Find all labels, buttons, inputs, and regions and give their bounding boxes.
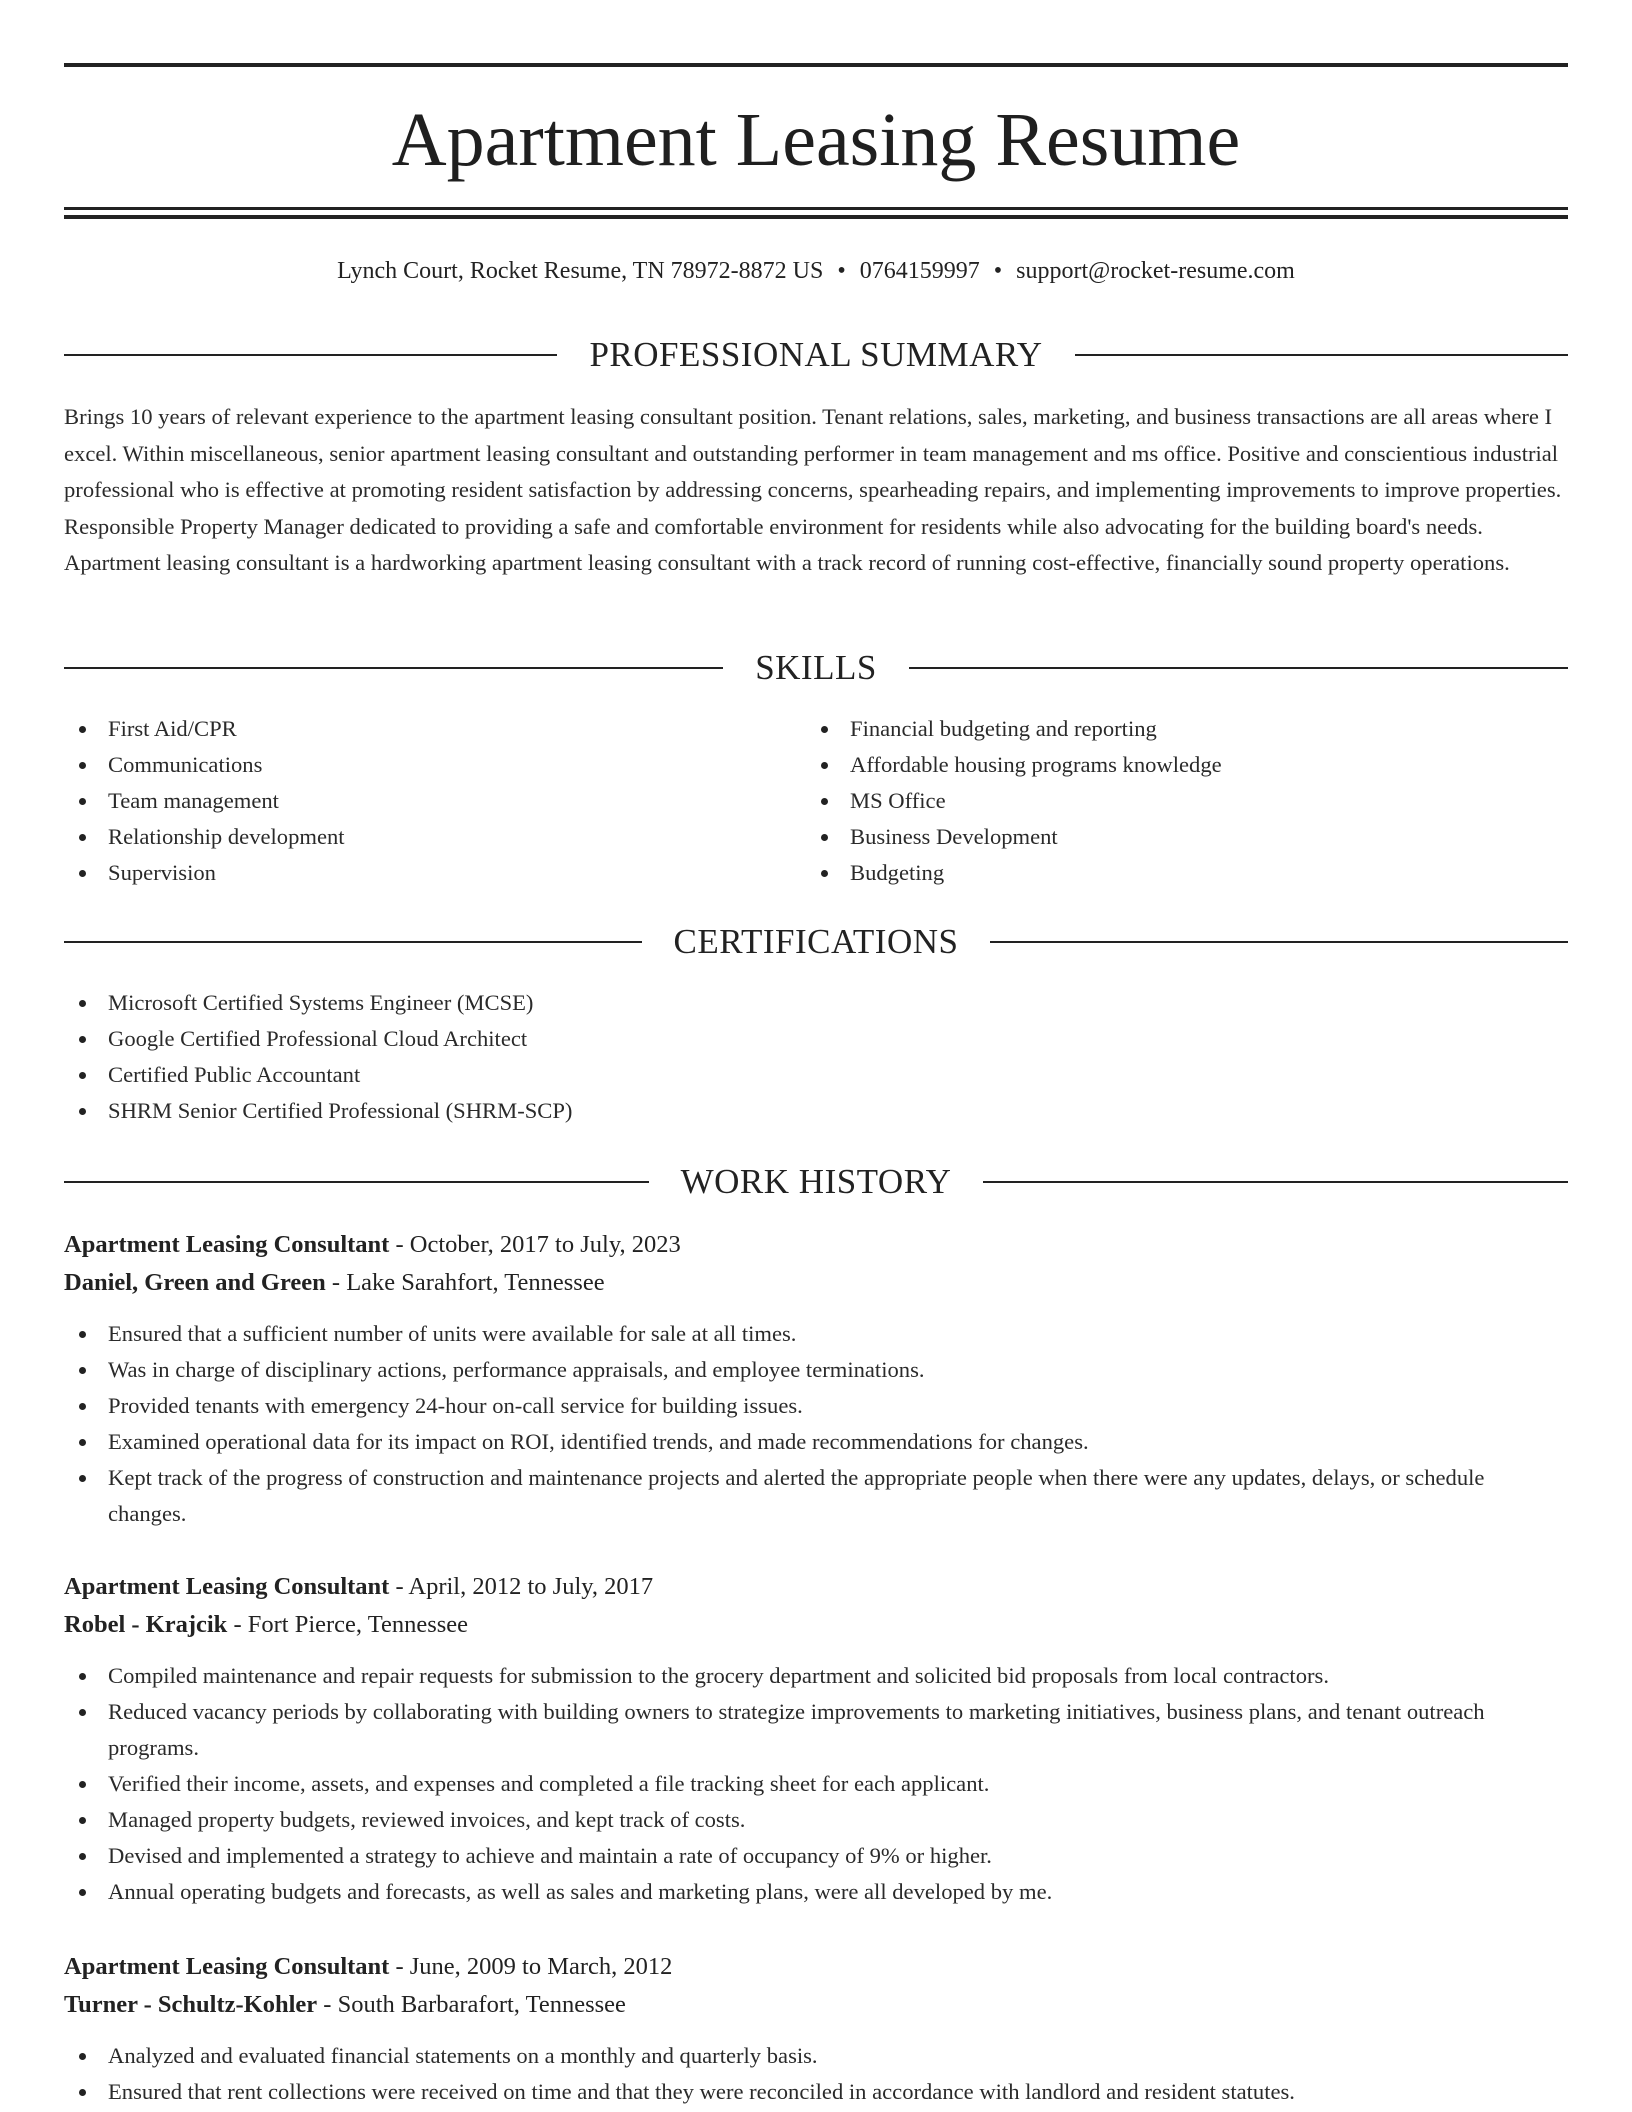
skill-item: Budgeting [806,855,1546,891]
job-duty: Compiled maintenance and repair requests for submission to the grocery department and solicited bid proposals from local contractors. [64,1658,1568,1694]
contact-email: support@rocket-resume.com [1016,258,1295,284]
job-duty: Examined operational data for its impact on ROI, identified trends, and made recommendations for changes. [64,1424,1568,1460]
title-rule-lower [64,215,1568,219]
skills-list-left [64,711,764,891]
certifications-list [64,985,1568,1129]
job-duty: Managed property budgets, reviewed invoices, and kept track of costs. [64,1802,1568,1838]
job-duty: Was in charge of disciplinary actions, performance appraisals, and employee terminations. [64,1352,1568,1388]
heading-rule-right [983,1181,1568,1183]
skill-item: Relationship development [64,819,764,855]
contact-separator: • [993,258,1003,284]
skill-item: Communications [64,747,764,783]
summary-text: Brings 10 years of relevant experience to the apartment leasing consultant position. Tenant relations, sales, marketing, and business transactions are all areas where I excel. Within miscellaneous, senior apartment leasing consultant and outstanding performer in team management and ms office. Positive and conscientious industrial professional who is effective at promoting resident satisfaction by addressing concerns, spearheading repairs, and implementing improvements to improve properties. Responsible Property Manager dedicated to providing a safe and comfortable environment for residents while also advocating for the building board's needs. Apartment leasing consultant is a hardworking apartment leasing consultant with a track record of running cost-effective, financially sound property operations. [64,404,1562,575]
job-entry [64,1226,1568,1532]
heading-rule-left [64,1181,649,1183]
certification-item: Microsoft Certified Systems Engineer (MCSE) [64,985,1568,1021]
skill-item: Affordable housing programs knowledge [806,747,1546,783]
top-rule [64,63,1568,67]
skill-item: MS Office [806,783,1546,819]
job-duty: Verified their income, assets, and expenses and completed a file tracking sheet for each applicant. [64,1766,1568,1802]
job-duty: Ensured that rent collections were received on time and that they were reconciled in accordance with landlord and resident statutes. [64,2074,1568,2110]
job-dates: - April, 2012 to July, 2017 [389,1573,654,1600]
certification-item: SHRM Senior Certified Professional (SHRM-SCP) [64,1093,1568,1129]
job-dates: - June, 2009 to March, 2012 [389,1953,673,1980]
heading-rule-right [909,667,1568,669]
job-duty: Provided tenants with emergency 24-hour on-call service for building issues. [64,1388,1568,1424]
contact-separator: • [837,258,846,284]
contact-address: Lynch Court, Rocket Resume, TN 78972-8872 US [337,258,824,284]
job-title-line [64,1948,1568,1986]
job-company-line [64,1986,1568,2024]
job-duty: Reduced vacancy periods by collaborating with building owners to strategize improvements to marketing initiatives, business plans, and tenant outreach programs. [64,1694,1568,1766]
skills-list-right [806,711,1546,891]
heading-rule-right [990,941,1568,943]
heading-rule-right [1075,354,1568,356]
job-entry [64,1948,1568,2110]
job-company: Daniel, Green and Green [64,1269,326,1296]
job-title-line [64,1226,1568,1264]
skills-heading [64,646,1568,690]
job-title: Apartment Leasing Consultant [64,1573,390,1600]
job-title: Apartment Leasing Consultant [64,1953,390,1980]
job-company: Robel - Krajcik [64,1611,228,1638]
certification-item: Certified Public Accountant [64,1057,1568,1093]
job-company: Turner - Schultz-Kohler [64,1991,318,2018]
title-rule-upper [64,207,1568,210]
certification-item: Google Certified Professional Cloud Architect [64,1021,1568,1057]
certifications-heading-label: CERTIFICATIONS [673,922,959,961]
job-dates: - October, 2017 to July, 2023 [389,1231,681,1258]
heading-rule-left [64,354,557,356]
work-history-heading-label: WORK HISTORY [680,1162,952,1201]
job-duty: Analyzed and evaluated financial statements on a monthly and quarterly basis. [64,2038,1568,2074]
job-company-line [64,1606,1568,1644]
job-duty: Kept track of the progress of construction and maintenance projects and alerted the appropriate people when there were any updates, delays, or schedule changes. [64,1460,1568,1532]
job-duty: Ensured that a sufficient number of units were available for sale at all times. [64,1316,1568,1352]
job-entry [64,1568,1568,1910]
skills-heading-label: SKILLS [755,648,877,687]
job-duties-list [64,1658,1568,1910]
job-company-line [64,1264,1568,1302]
skill-item: Business Development [806,819,1546,855]
heading-rule-left [64,941,642,943]
job-duty: Annual operating budgets and forecasts, as well as sales and marketing plans, were all developed by me. [64,1874,1568,1910]
job-location: - Lake Sarahfort, Tennessee [325,1269,605,1296]
summary-heading-label: PROFESSIONAL SUMMARY [589,335,1043,374]
page-title: Apartment Leasing Resume [391,98,1241,182]
summary-heading [64,333,1568,377]
skill-item: Supervision [64,855,764,891]
skill-item: Financial budgeting and reporting [806,711,1546,747]
heading-rule-left [64,667,723,669]
work-history-heading [64,1160,1568,1204]
skill-item: First Aid/CPR [64,711,764,747]
certifications-heading [64,920,1568,964]
job-title: Apartment Leasing Consultant [64,1231,390,1258]
job-duty: Devised and implemented a strategy to achieve and maintain a rate of occupancy of 9% or higher. [64,1838,1568,1874]
job-title-line [64,1568,1568,1606]
job-duties-list [64,2038,1568,2110]
job-duties-list [64,1316,1568,1532]
contact-line [64,255,1568,287]
job-location: - South Barbarafort, Tennessee [317,1991,626,2018]
skill-item: Team management [64,783,764,819]
job-location: - Fort Pierce, Tennessee [227,1611,469,1638]
contact-phone: 0764159997 [859,258,980,284]
